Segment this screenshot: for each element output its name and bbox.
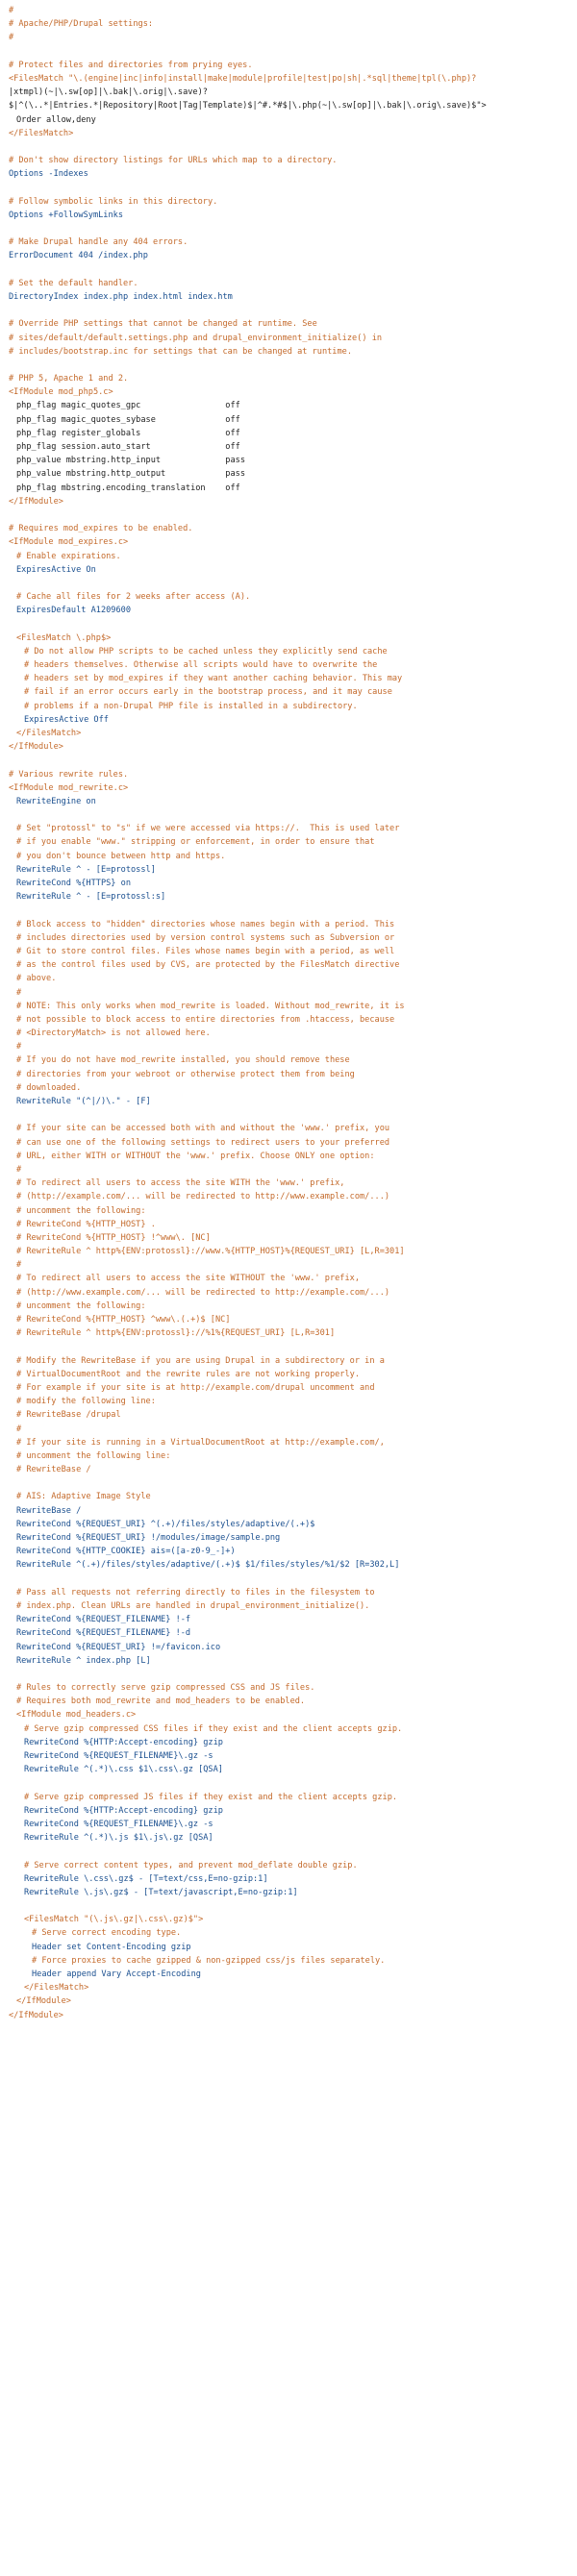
comment-line: # index.php. Clean URLs are handled in drupal_environment_initialize().: [16, 1600, 370, 1611]
section-tag-line: </IfModule>: [16, 1996, 71, 2007]
directive-line: RewriteRule ^ - [E=protossl:s]: [16, 892, 166, 903]
section-tag-line: <IfModule mod_php5.c>: [9, 387, 113, 398]
comment-line: # For example if your site is at http://example.com/drupal uncomment and: [16, 1382, 375, 1393]
directive-line: RewriteCond %{REQUEST_FILENAME}\.gz -s: [24, 1819, 213, 1829]
comment-line: #: [16, 1164, 22, 1175]
comment-line: #: [9, 6, 14, 15]
section-tag-line: </FilesMatch>: [16, 728, 82, 738]
comment-line: # problems if a non-Drupal PHP file is installed in a subdirectory.: [24, 701, 358, 711]
comment-line: # Modify the RewriteBase if you are using Drupal in a subdirectory or in a: [16, 1355, 385, 1366]
comment-line: # above.: [16, 974, 57, 984]
comment-line: # modify the following line:: [16, 1397, 156, 1407]
comment-line: # not possible to block access to entire directories from .htaccess, because: [16, 1014, 395, 1025]
comment-line: # If you do not have mod_rewrite installed, you should remove these: [16, 1055, 350, 1066]
comment-line: # Git to store control files. Files whose names begin with a period, as well: [16, 946, 395, 956]
code-line: php_flag register_globals off: [16, 428, 240, 438]
blank-line: [9, 617, 577, 631]
comment-line: # Cache all files for 2 weeks after access (A).: [16, 592, 251, 603]
comment-line: # Override PHP settings that cannot be changed at runtime. See: [9, 319, 317, 330]
comment-line: # Set the default handler.: [9, 278, 138, 288]
comment-line: # Set "protossl" to "s" if we were accessed via https://. This is used later: [16, 824, 400, 834]
comment-line: # RewriteBase /drupal: [16, 1410, 121, 1421]
comment-line: # RewriteCond %{HTTP_HOST} .: [16, 1219, 156, 1229]
blank-line: [9, 1476, 577, 1490]
directive-line: RewriteCond %{HTTP_COOKIE} ais=([a-z0-9_-]+): [16, 1547, 236, 1557]
blank-line: [9, 304, 577, 317]
directive-line: RewriteRule ^(.*)\.js $1\.js\.gz [QSA]: [24, 1833, 213, 1844]
directive-line: RewriteRule ^ index.php [L]: [16, 1655, 151, 1666]
comment-line: # you don't bounce between http and https.: [16, 851, 226, 861]
comment-line: # uncomment the following:: [16, 1300, 146, 1311]
directive-line: RewriteCond %{HTTP:Accept-encoding} gzip: [24, 1805, 223, 1816]
blank-line: [9, 359, 577, 372]
comment-line: # Force proxies to cache gzipped & non-gzipped css/js files separately.: [32, 1955, 386, 1966]
comment-line: # Protect files and directories from prying eyes.: [9, 60, 253, 70]
directive-line: RewriteCond %{REQUEST_URI} !/modules/image/sample.png: [16, 1533, 281, 1543]
blank-line: [9, 1776, 577, 1790]
comment-line: # (http://example.com/... will be redirected to http://www.example.com/...): [16, 1192, 390, 1202]
comment-line: # PHP 5, Apache 1 and 2.: [9, 374, 129, 384]
comment-line: # fail if an error occurs early in the bootstrap process, and it may cause: [24, 687, 392, 698]
directive-line: RewriteRule ^(.*)\.css $1\.css\.gz [QSA]: [24, 1765, 223, 1775]
blank-line: [9, 1340, 577, 1353]
directive-line: RewriteCond %{HTTPS} on: [16, 879, 131, 888]
blank-line: [9, 1573, 577, 1586]
comment-line: # RewriteRule ^ http%{ENV:protossl}://%1%{REQUEST_URI} [L,R=301]: [16, 1328, 336, 1339]
comment-line: # To redirect all users to access the site WITH the 'www.' prefix,: [16, 1178, 345, 1189]
directive-line: RewriteRule \.css\.gz$ - [T=text/css,E=no-gzip:1]: [24, 1873, 268, 1884]
directive-line: Options +FollowSymLinks: [9, 210, 123, 220]
section-tag-line: </IfModule>: [9, 2010, 63, 2020]
directive-line: Header set Content-Encoding gzip: [32, 1942, 191, 1952]
code-line: php_value mbstring.http_output pass: [16, 469, 245, 480]
directive-line: RewriteCond %{HTTP:Accept-encoding} gzip: [24, 1737, 223, 1747]
blank-line: [9, 577, 577, 590]
blank-line: [9, 45, 577, 59]
comment-line: # Apache/PHP/Drupal settings:: [9, 19, 154, 30]
code-line: $|^(\..*|Entries.*|Repository|Root|Tag|Template)$|^#.*#$|\.php(~|\.sw[op]|\.bak|\.orig\.save)$">: [9, 101, 487, 111]
directive-line: RewriteRule "(^|/)\." - [F]: [16, 1097, 151, 1106]
comment-line: # Pass all requests not referring directly to files in the filesystem to: [16, 1587, 375, 1598]
code-line: php_flag mbstring.encoding_translation off: [16, 483, 240, 493]
comment-line: # headers set by mod_expires if they want another caching behavior. This may: [24, 674, 403, 684]
comment-line: # AIS: Adaptive Image Style: [16, 1492, 151, 1502]
comment-line: # Requires mod_expires to be enabled.: [9, 524, 193, 534]
section-tag-line: <IfModule mod_headers.c>: [16, 1710, 137, 1721]
comment-line: # If your site can be accessed both with and without the 'www.' prefix, you: [16, 1124, 390, 1134]
comment-line: # RewriteRule ^ http%{ENV:protossl}://www.%{HTTP_HOST}%{REQUEST_URI} [L,R=301]: [16, 1247, 405, 1257]
directive-line: RewriteCond %{REQUEST_URI} ^(.+)/files/styles/adaptive/(.+)$: [16, 1519, 315, 1529]
comment-line: # if you enable "www." stripping or enforcement, in order to ensure that: [16, 837, 375, 848]
directive-line: RewriteBase /: [16, 1505, 82, 1516]
directive-line: Options -Indexes: [9, 169, 88, 180]
comment-line: # NOTE: This only works when mod_rewrite is loaded. Without mod_rewrite, it is: [16, 1001, 405, 1011]
code-line: php_flag magic_quotes_gpc off: [16, 401, 240, 411]
directive-line: RewriteCond %{REQUEST_FILENAME} !-d: [16, 1628, 191, 1639]
section-tag-line: <IfModule mod_rewrite.c>: [9, 782, 129, 793]
comment-line: # Requires both mod_rewrite and mod_headers to be enabled.: [16, 1697, 306, 1707]
section-tag-line: </FilesMatch>: [24, 1983, 89, 1994]
code-line: |xtmpl)(~|\.sw[op]|\.bak|\.orig|\.save)?: [9, 87, 208, 98]
comment-line: # (http://www.example.com/... will be redirected to http://example.com/...): [16, 1287, 390, 1298]
section-tag-line: <FilesMatch "\.(engine|inc|info|install|make|module|profile|test|po|sh|.*sql|theme|tpl(\.php)?: [9, 73, 477, 84]
comment-line: # uncomment the following:: [16, 1205, 146, 1216]
comment-line: # Block access to "hidden" directories whose names begin with a period. This: [16, 919, 395, 929]
code-line: Order allow,deny: [16, 114, 96, 125]
section-tag-line: <FilesMatch "(\.js\.gz|\.css\.gz)$">: [24, 1915, 204, 1925]
directive-line: RewriteRule \.js\.gz$ - [T=text/javascript,E=no-gzip:1]: [24, 1887, 298, 1897]
blank-line: [9, 1668, 577, 1681]
directive-line: RewriteCond %{REQUEST_URI} !=/favicon.ico: [16, 1642, 221, 1652]
comment-line: # includes directories used by version control systems such as Subversion or: [16, 932, 395, 943]
comment-line: # Serve correct encoding type.: [32, 1928, 182, 1939]
comment-line: #: [16, 1260, 22, 1271]
comment-line: # RewriteBase /: [16, 1465, 91, 1475]
code-line: php_value mbstring.http_input pass: [16, 456, 245, 466]
blank-line: [9, 140, 577, 154]
directive-line: ErrorDocument 404 /index.php: [9, 251, 148, 261]
directive-line: RewriteRule ^ - [E=protossl]: [16, 864, 156, 875]
section-tag-line: </IfModule>: [9, 496, 63, 507]
comment-line: # Make Drupal handle any 404 errors.: [9, 237, 188, 248]
comment-line: # sites/default/default.settings.php and drupal_environment_initialize() in: [9, 333, 383, 343]
directive-line: Header append Vary Accept-Encoding: [32, 1969, 201, 1979]
directive-line: DirectoryIndex index.php index.html index.htm: [9, 291, 233, 302]
comment-line: # Serve gzip compressed JS files if they exist and the client accepts gzip.: [24, 1792, 398, 1802]
comment-line: # includes/bootstrap.inc for settings that can be changed at runtime.: [9, 346, 352, 357]
blank-line: [9, 181, 577, 194]
comment-line: # <DirectoryMatch> is not allowed here.: [16, 1028, 211, 1039]
code-line: php_flag magic_quotes_sybase off: [16, 414, 240, 425]
comment-line: #: [16, 1042, 22, 1053]
comment-line: # Serve gzip compressed CSS files if they exist and the client accepts gzip.: [24, 1723, 403, 1734]
comment-line: # To redirect all users to access the site WITHOUT the 'www.' prefix,: [16, 1274, 360, 1284]
comment-line: # If your site is running in a VirtualDocumentRoot at http://example.com/,: [16, 1437, 385, 1448]
directive-line: ExpiresDefault A1209600: [16, 606, 131, 616]
directive-line: ExpiresActive On: [16, 564, 96, 575]
comment-line: #: [16, 1424, 22, 1434]
comment-line: # uncomment the following line:: [16, 1450, 171, 1461]
code-line: php_flag session.auto_start off: [16, 442, 240, 452]
directive-line: RewriteCond %{REQUEST_FILENAME}\.gz -s: [24, 1751, 213, 1761]
blank-line: [9, 1899, 577, 1913]
comment-line: # Don't show directory listings for URLs which map to a directory.: [9, 156, 338, 166]
comment-line: # URL, either WITH or WITHOUT the 'www.' prefix. Choose ONLY one option:: [16, 1151, 375, 1161]
comment-line: # VirtualDocumentRoot and the rewrite rules are not working properly.: [16, 1369, 360, 1379]
comment-line: #: [16, 987, 22, 998]
comment-line: # Enable expirations.: [16, 551, 121, 561]
blank-line: [9, 1845, 577, 1858]
blank-line: [9, 808, 577, 822]
comment-line: # Serve correct content types, and prevent mod_deflate double gzip.: [24, 1860, 358, 1870]
blank-line: [9, 904, 577, 917]
blank-line: [9, 222, 577, 235]
directive-line: RewriteCond %{REQUEST_FILENAME} !-f: [16, 1615, 191, 1625]
section-tag-line: </IfModule>: [9, 742, 63, 753]
comment-line: # downloaded.: [16, 1082, 82, 1093]
comment-line: # as the control files used by CVS, are protected by the FilesMatch directive: [16, 960, 400, 971]
comment-line: # directories from your webroot or otherwise protect them from being: [16, 1069, 355, 1079]
directive-line: ExpiresActive Off: [24, 714, 109, 725]
comment-line: # headers themselves. Otherwise all scripts would have to overwrite the: [24, 660, 378, 670]
comment-line: # Follow symbolic links in this directory.: [9, 196, 218, 207]
comment-line: # Do not allow PHP scripts to be cached unless they explicitly send cache: [24, 646, 388, 656]
comment-line: # Rules to correctly serve gzip compressed CSS and JS files.: [16, 1683, 315, 1694]
blank-line: [9, 1108, 577, 1122]
section-tag-line: <IfModule mod_expires.c>: [9, 537, 129, 548]
section-tag-line: <FilesMatch \.php$>: [16, 632, 112, 643]
comment-line: # Various rewrite rules.: [9, 769, 129, 780]
comment-line: # can use one of the following settings to redirect users to your preferred: [16, 1137, 390, 1148]
directive-line: RewriteRule ^(.+)/files/styles/adaptive/(.+)$ $1/files/styles/%1/$2 [R=302,L]: [16, 1560, 400, 1571]
directive-line: RewriteEngine on: [16, 796, 96, 806]
comment-line: # RewriteCond %{HTTP_HOST} !^www\. [NC]: [16, 1232, 211, 1243]
blank-line: [9, 263, 577, 277]
comment-line: #: [9, 33, 14, 43]
blank-line: [9, 508, 577, 522]
blank-line: [9, 754, 577, 767]
section-tag-line: </FilesMatch>: [9, 128, 74, 138]
comment-line: # RewriteCond %{HTTP_HOST} ^www\.(.+)$ [NC]: [16, 1315, 231, 1325]
